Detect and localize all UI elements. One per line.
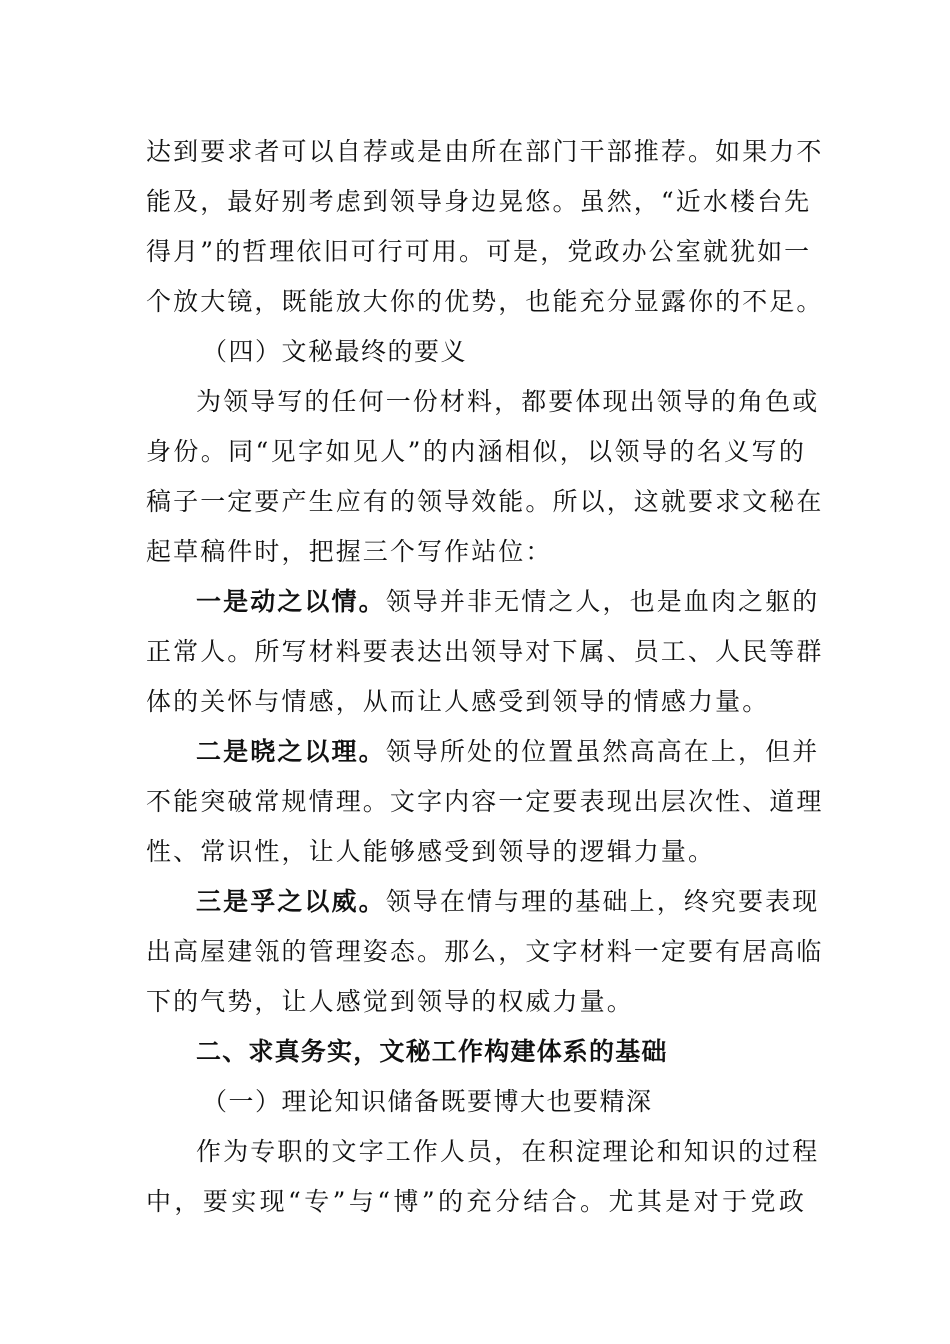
paragraph-2-line-1: 为领导写的任何一份材料，都要体现出领导的角色或 — [196, 387, 820, 416]
paragraph-1-line-1: 达到要求者可以自荐或是由所在部门干部推荐。如果力不 — [146, 137, 824, 166]
paragraph-1-line-3: 得月”的哲理依旧可行可用。可是，党政办公室就犹如一 — [146, 237, 812, 266]
paragraph-5-first-rest: 领导在情与理的基础上，终究要表现 — [385, 887, 820, 916]
paragraph-5-line-2: 出高屋建瓴的管理姿态。那么，文字材料一定要有居高临 — [146, 937, 824, 966]
paragraph-2-line-2: 身份。同“见字如见人”的内涵相似，以领导的名义写的 — [146, 437, 806, 466]
paragraph-4-line-3: 性、常识性，让人能够感受到领导的逻辑力量。 — [146, 837, 716, 866]
paragraph-4-line-1 — [196, 735, 820, 769]
paragraph-5-lead: 三是孚之以威。 — [196, 887, 386, 916]
paragraph-4-lead: 二是晓之以理。 — [196, 737, 386, 766]
paragraph-3-line-3: 体的关怀与情感，从而让人感受到领导的情感力量。 — [146, 687, 770, 716]
subheading-four: （四）文秘最终的要义 — [202, 337, 468, 366]
paragraph-6-line-2: 中，要实现“专”与“博”的充分结合。尤其是对于党政 — [146, 1187, 806, 1216]
paragraph-5-line-1 — [196, 885, 820, 919]
paragraph-6-line-1: 作为专职的文字工作人员，在积淀理论和知识的过程 — [196, 1137, 820, 1166]
subheading-one: （一）理论知识储备既要博大也要精深 — [202, 1087, 653, 1116]
paragraph-4-line-2: 不能突破常规情理。文字内容一定要表现出层次性、道理 — [146, 787, 824, 816]
paragraph-3-lead: 一是动之以情。 — [196, 587, 386, 616]
paragraph-5-line-3: 下的气势，让人感觉到领导的权威力量。 — [146, 987, 634, 1016]
paragraph-2-line-4: 起草稿件时，把握三个写作站位： — [146, 537, 553, 566]
paragraph-3-line-1 — [196, 585, 820, 619]
section-heading-two: 二、求真务实，文秘工作构建体系的基础 — [196, 1037, 668, 1066]
paragraph-3-first-rest: 领导并非无情之人，也是血肉之躯的 — [385, 587, 820, 616]
paragraph-2-line-3: 稿子一定要产生应有的领导效能。所以，这就要求文秘在 — [146, 487, 824, 516]
paragraph-4-first-rest: 领导所处的位置虽然高高在上，但并 — [385, 737, 820, 766]
paragraph-1-line-2: 能及，最好别考虑到领导身边晃悠。虽然，“近水楼台先 — [146, 187, 812, 216]
paragraph-3-line-2: 正常人。所写材料要表达出领导对下属、员工、人民等群 — [146, 637, 824, 666]
paragraph-1-line-4: 个放大镜，既能放大你的优势，也能充分显露你的不足。 — [146, 287, 824, 316]
